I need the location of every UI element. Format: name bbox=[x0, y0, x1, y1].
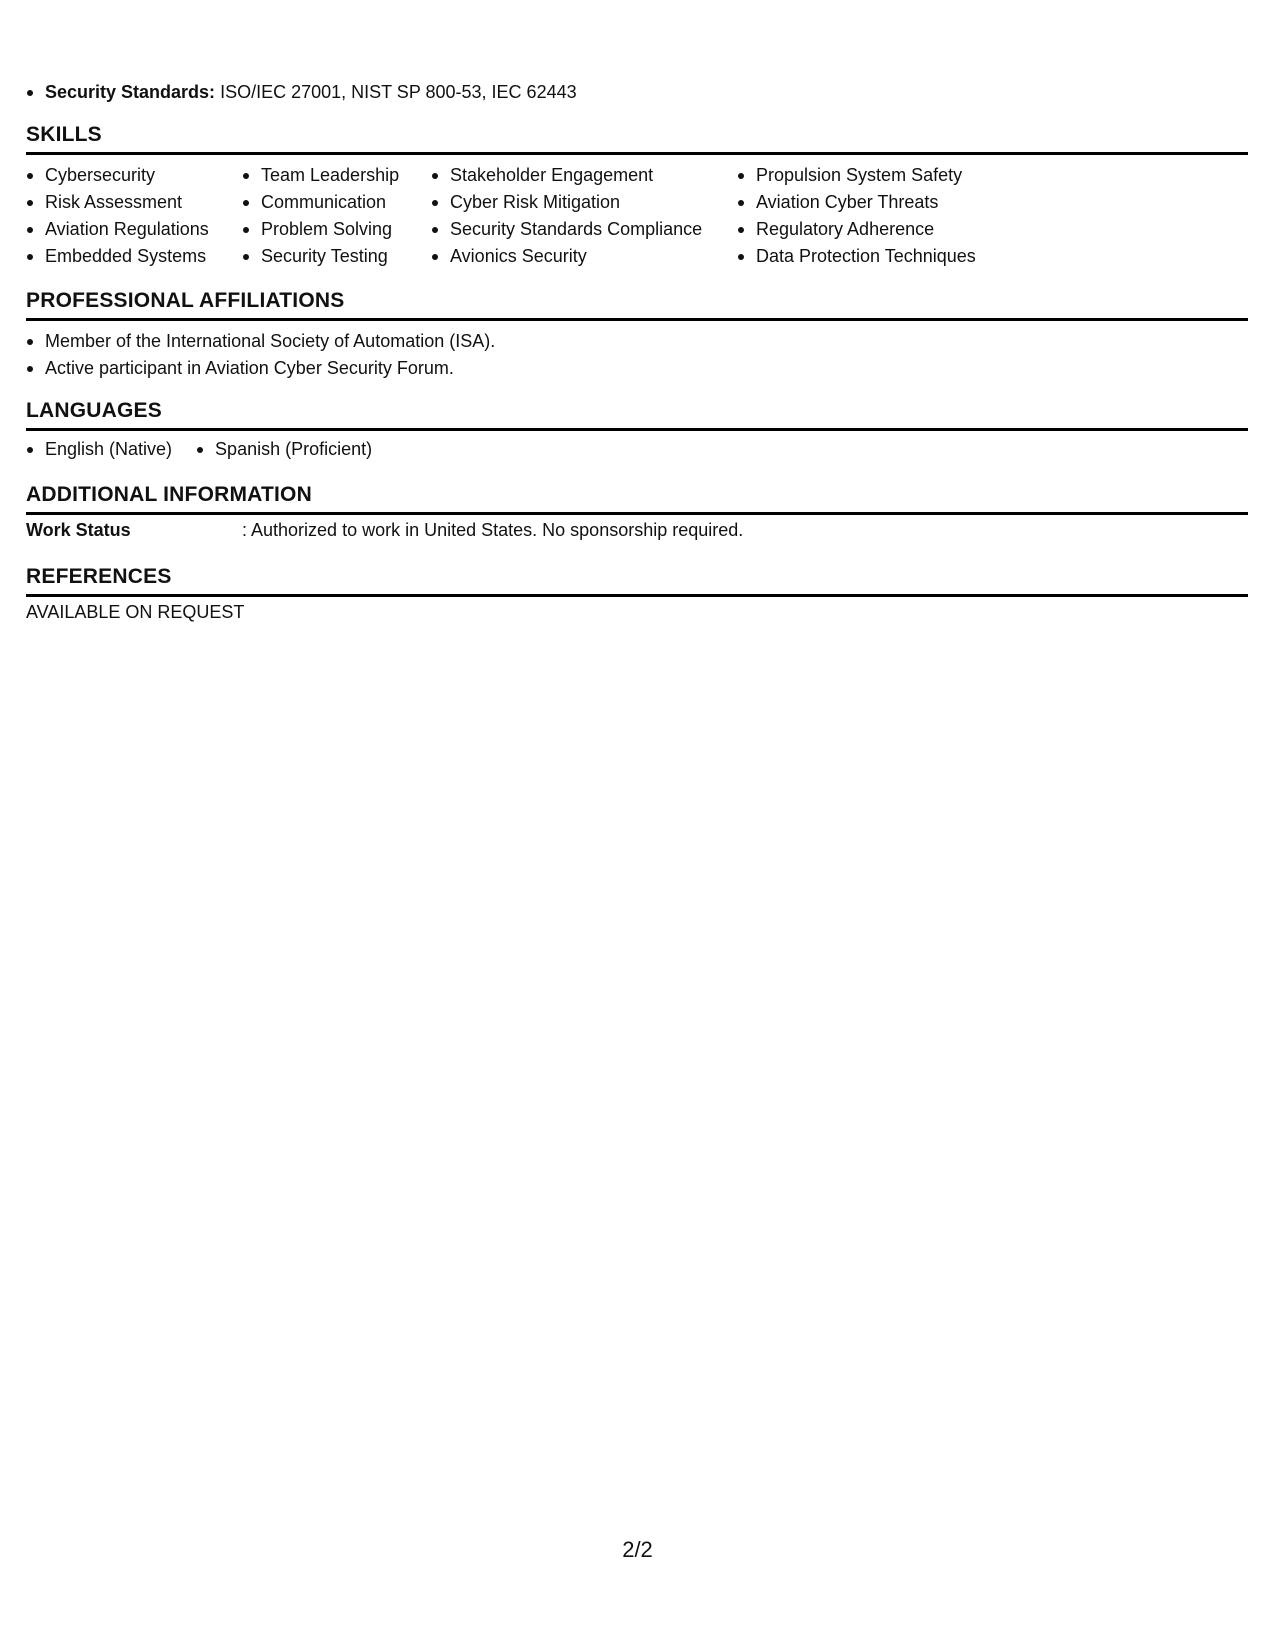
affiliations-divider bbox=[26, 318, 1248, 321]
security-standards-list bbox=[26, 79, 577, 106]
references-heading: REFERENCES bbox=[26, 565, 172, 588]
security-standards-label: Security Standards: bbox=[45, 82, 216, 102]
language-item: English (Native) bbox=[26, 436, 172, 463]
skill-item: Cybersecurity bbox=[26, 162, 209, 189]
page-number: 2/2 bbox=[622, 1537, 653, 1562]
languages-heading: LANGUAGES bbox=[26, 399, 162, 422]
skill-item: Aviation Cyber Threats bbox=[737, 189, 976, 216]
additional-info-divider bbox=[26, 512, 1248, 515]
skill-item: Team Leadership bbox=[242, 162, 399, 189]
additional-info-heading: ADDITIONAL INFORMATION bbox=[26, 483, 312, 506]
skill-item: Communication bbox=[242, 189, 399, 216]
languages-list bbox=[26, 436, 396, 463]
language-item: Spanish (Proficient) bbox=[196, 436, 372, 463]
skill-item: Problem Solving bbox=[242, 216, 399, 243]
skill-item: Cyber Risk Mitigation bbox=[431, 189, 702, 216]
skill-item: Security Standards Compliance bbox=[431, 216, 702, 243]
skill-item: Embedded Systems bbox=[26, 243, 209, 270]
skills-column-2 bbox=[242, 162, 399, 270]
skills-column-3 bbox=[431, 162, 702, 270]
skills-column-1 bbox=[26, 162, 209, 270]
skill-item: Security Testing bbox=[242, 243, 399, 270]
affiliation-item: Member of the International Society of Automation (ISA). bbox=[26, 328, 495, 355]
work-status-value: : Authorized to work in United States. No sponsorship required. bbox=[242, 520, 744, 540]
skills-column-4 bbox=[737, 162, 976, 270]
skill-item: Aviation Regulations bbox=[26, 216, 209, 243]
skills-divider bbox=[26, 152, 1248, 155]
work-status-row bbox=[26, 517, 743, 544]
work-status-label: Work Status bbox=[26, 520, 131, 540]
affiliation-item: Active participant in Aviation Cyber Security Forum. bbox=[26, 355, 495, 382]
skill-item: Propulsion System Safety bbox=[737, 162, 976, 189]
skill-item: Data Protection Techniques bbox=[737, 243, 976, 270]
references-divider bbox=[26, 594, 1248, 597]
security-standards-value: ISO/IEC 27001, NIST SP 800-53, IEC 62443 bbox=[215, 82, 577, 102]
languages-divider bbox=[26, 428, 1248, 431]
skill-item: Stakeholder Engagement bbox=[431, 162, 702, 189]
skill-item: Regulatory Adherence bbox=[737, 216, 976, 243]
skill-item: Avionics Security bbox=[431, 243, 702, 270]
skills-heading: SKILLS bbox=[26, 123, 102, 146]
affiliations-list bbox=[26, 328, 495, 382]
references-text: AVAILABLE ON REQUEST bbox=[26, 602, 245, 622]
skill-item: Risk Assessment bbox=[26, 189, 209, 216]
security-standards-item bbox=[26, 79, 577, 106]
affiliations-heading: PROFESSIONAL AFFILIATIONS bbox=[26, 289, 345, 312]
